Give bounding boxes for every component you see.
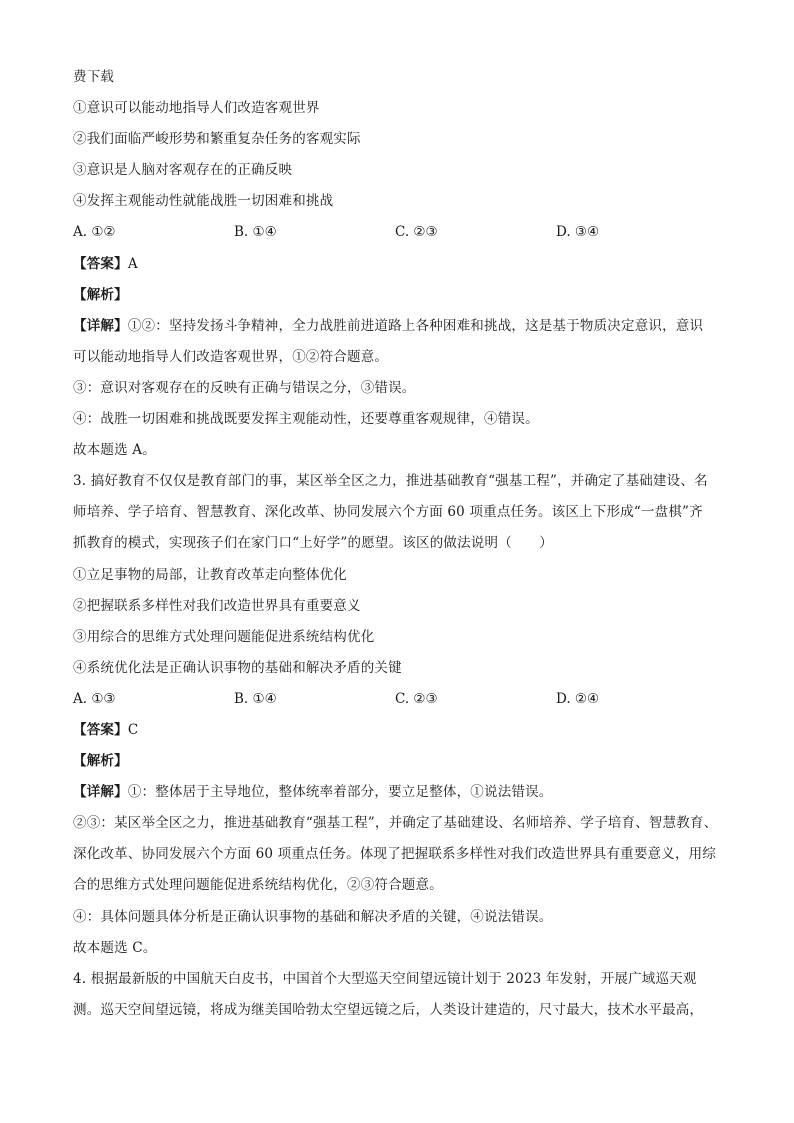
q2-option-d: D. ③④ — [556, 224, 600, 241]
document-page — [73, 62, 723, 1026]
q3-item-2: ②把握联系多样性对我们改造世界具有重要意义 — [73, 597, 361, 614]
q3-stem-line-2: 师培养、学子培育、智慧教育、深化改革、协同发展六个方面 60 项重点任务。该区上下形成“一盘棋”齐 — [73, 504, 703, 521]
q3-detail-tag: 【详解】 — [73, 784, 128, 801]
q2-detail-line-2: 可以能动地指导人们改造客观世界，①②符合题意。 — [73, 348, 389, 365]
q3-stem-line-3: 抓教育的模式，实现孩子们在家门口“上好学”的愿望。该区的做法说明（ ） — [73, 535, 554, 552]
q3-analysis-tag: 【解析】 — [73, 753, 128, 770]
q2-answer — [73, 249, 723, 280]
q3-item-1: ①立足事物的局部，让教育改革走向整体优化 — [73, 566, 347, 583]
q2-detail-line-4: ④：战胜一切困难和挑战既要发挥主观能动性，还要尊重客观规律，④错误。 — [73, 411, 539, 428]
q3-detail-line-4: 合的思维方式处理问题能促进系统结构优化，②③符合题意。 — [73, 877, 443, 894]
q2-option-b: B. ①④ — [234, 224, 277, 241]
q2-analysis-tag: 【解析】 — [73, 286, 128, 303]
q2-option-a: A. ①② — [73, 224, 116, 241]
q2-detail-text-1: ①②：坚持发扬斗争精神，全力战胜前进道路上各种困难和挑战，这是基于物质决定意识，意识 — [127, 317, 704, 334]
q3-item-4: ④系统优化法是正确认识事物的基础和解决矛盾的关键 — [73, 659, 402, 676]
q2-detail-line-1 — [73, 311, 723, 342]
q3-conclusion: 故本题选 C。 — [73, 939, 157, 956]
q3-detail-line-3: 深化改革、协同发展六个方面 60 项重点任务。体现了把握联系多样性对我们改造世界具有重要意义，用综 — [73, 846, 717, 863]
q3-detail-text-1: ①：整体居于主导地位，整体统率着部分，要立足整体，①说法错误。 — [127, 784, 553, 801]
q3-option-a: A. ①③ — [73, 690, 116, 707]
q2-conclusion: 故本题选 A。 — [73, 442, 156, 459]
q2-item-1: ①意识可以能动地指导人们改造客观世界 — [73, 100, 320, 117]
q2-options — [73, 217, 723, 248]
q2-detail-line-3: ③：意识对客观存在的反映有正确与错误之分，③错误。 — [73, 379, 416, 396]
q3-stem-line-1: 3. 搞好教育不仅仅是教育部门的事，某区举全区之力，推进基础教育“强基工程”，并确定了基础建设、名 — [73, 473, 708, 490]
q3-answer-value: C — [127, 721, 139, 738]
q4-stem-line-2: 测。巡天空间望远镜，将成为继美国哈勃太空望远镜之后，人类设计建造的，尺寸最大，技术水平最高， — [73, 1001, 704, 1018]
q3-detail-line-1 — [73, 777, 723, 808]
q2-item-2: ②我们面临严峻形势和繁重复杂任务的客观实际 — [73, 131, 361, 148]
q2-option-c: C. ②③ — [395, 224, 438, 241]
q3-item-3: ③用综合的思维方式处理问题能促进系统结构优化 — [73, 628, 375, 645]
q3-detail-line-5: ④：具体问题具体分析是正确认识事物的基础和解决矛盾的关键，④说法错误。 — [73, 908, 553, 925]
q2-item-4: ④发挥主观能动性就能战胜一切困难和挑战 — [73, 193, 334, 210]
q3-options — [73, 684, 723, 715]
q2-answer-tag: 【答案】 — [73, 255, 128, 272]
q3-option-d: D. ②④ — [556, 690, 600, 707]
q4-stem-line-1: 4. 根据最新版的中国航天白皮书，中国首个大型巡天空间望远镜计划于 2023 年发射，开展广域巡天观 — [73, 970, 697, 987]
q3-answer — [73, 715, 723, 746]
q2-answer-value: A — [127, 255, 138, 272]
q3-option-c: C. ②③ — [395, 690, 438, 707]
q3-option-b: B. ①④ — [234, 690, 277, 707]
q2-detail-tag: 【详解】 — [73, 317, 128, 334]
q3-answer-tag: 【答案】 — [73, 721, 128, 738]
header-fragment: 费下载 — [73, 69, 115, 85]
q3-detail-line-2: ②③：某区举全区之力，推进基础教育“强基工程”，并确定了基础建设、名师培养、学子培育、智慧教育、 — [73, 815, 718, 832]
q2-item-3: ③意识是人脑对客观存在的正确反映 — [73, 162, 293, 179]
